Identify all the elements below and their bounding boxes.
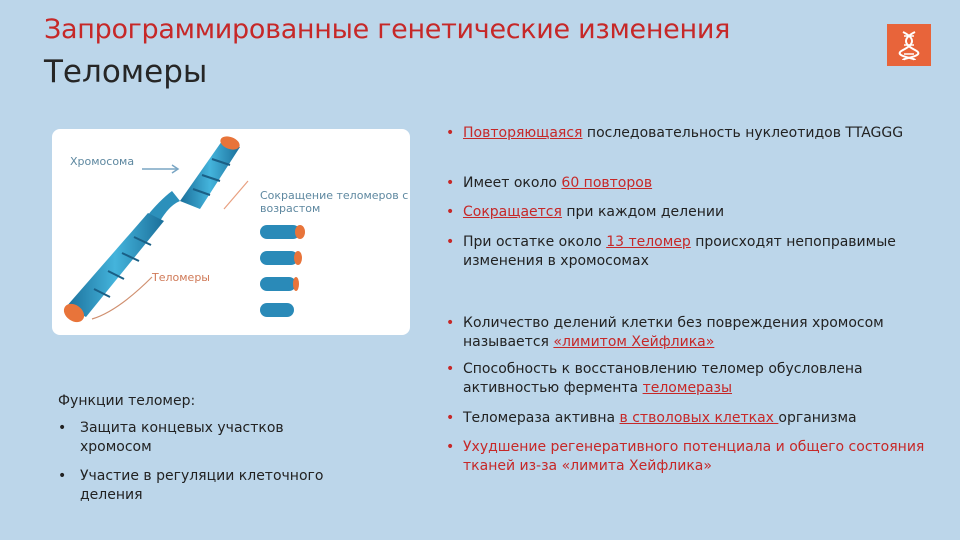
label-shortening: Сокращение теломеров с возрастом (260, 189, 409, 215)
fact-item: • При остатке около 13 теломер происходят непоправимые изменения в хромосомах (446, 234, 896, 269)
chromosome-upper-arm (180, 134, 241, 209)
fact-item: • Сокращается при каждом делении (446, 204, 725, 220)
fact-text: Способность к восстановлению теломер обусловлена активностью фермента (463, 361, 863, 396)
fact-item: • Имеет около 60 повторов (446, 175, 653, 191)
chromosome-lower-arm (60, 213, 164, 326)
function-item: • Защита концевых участков хромосом (58, 419, 340, 457)
fact-item: • Повторяющаяся последовательность нуклеотидов TTAGGG (446, 125, 904, 141)
fact-text: При остатке около (463, 234, 607, 250)
function-text: Защита концевых участков хромосом (80, 420, 284, 455)
fact-highlight: Сокращается (463, 204, 562, 220)
fact-text: при каждом делении (561, 204, 725, 220)
fact-highlight: 13 теломер (606, 234, 691, 250)
fact-text: Теломераза активна (463, 410, 620, 426)
function-text: Участие в регуляции клеточного деления (80, 468, 324, 503)
fact-text: Количество делений клетки без повреждения хромосом называется (463, 315, 884, 350)
fact-highlight: Повторяющаяся (463, 125, 583, 141)
label-chromosome: Хромосома (70, 155, 135, 168)
slide-subtitle: Теломеры (44, 54, 208, 90)
chromosome-figure (52, 129, 410, 335)
fact-item: • Способность к восстановлению теломер обусловлена активностью фермента теломеразы (446, 361, 863, 396)
functions-heading: Функции теломер: (58, 393, 196, 409)
fact-item: • Теломераза активна в стволовых клетках организма (446, 410, 857, 426)
fact-text: Имеет около (463, 175, 562, 191)
fact-text: организма (778, 410, 857, 426)
slide-title: Запрограммированные генетические изменения (44, 14, 731, 45)
fact-highlight: в стволовых клетках (619, 410, 779, 426)
fact-text: последовательность нуклеотидов TTAGGG (582, 125, 904, 141)
fact-highlight: «лимитом Хейфлика» (553, 334, 715, 350)
fact-highlight: 60 повторов (561, 175, 653, 191)
dna-icon (887, 24, 931, 66)
fact-highlight: теломеразы (642, 380, 733, 396)
label-telomeres: Теломеры (152, 271, 210, 284)
fact-item: • Ухудшение регенеративного потенциала и общего состояния тканей из-за «лимита Хейфлика» (446, 438, 933, 476)
function-item: • Участие в регуляции клеточного деления (58, 467, 340, 505)
fact-conclusion: Ухудшение регенеративного потенциала и общего состояния тканей из-за «лимита Хейфлика» (463, 439, 925, 474)
telomere-shortening-stack (260, 225, 305, 317)
fact-item: • Количество делений клетки без повреждения хромосом называется «лимитом Хейфлика» (446, 315, 884, 350)
fact-text: происходят непоправимые изменения в хромосомах (463, 234, 896, 269)
